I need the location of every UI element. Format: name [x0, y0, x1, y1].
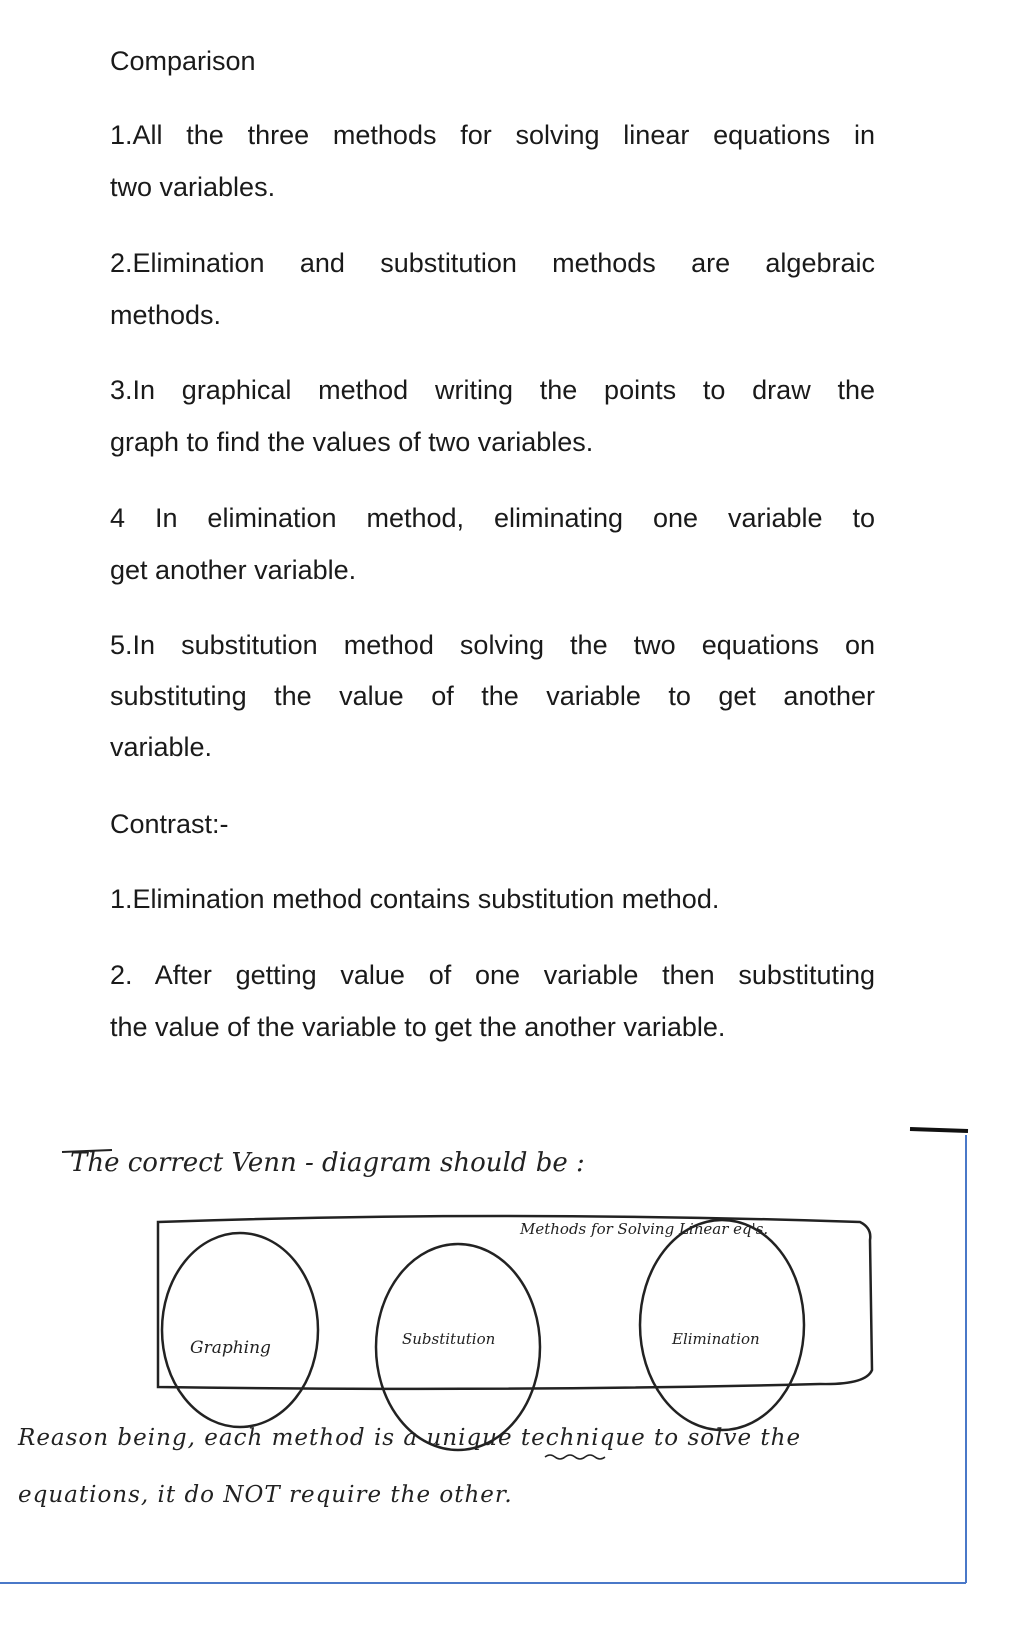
text-line: methods. — [110, 300, 222, 330]
text-line: 2.Elimination and substitution methods are algebraic — [110, 248, 875, 278]
set-label-elimination: Elimination — [672, 1330, 760, 1348]
top-rule — [910, 1129, 968, 1131]
text-line: 4 In elimination method, eliminating one variable to — [110, 503, 875, 533]
text-line: get another variable. — [110, 555, 357, 585]
text-line: graph to find the values of two variables. — [110, 427, 594, 457]
venn-title: The correct Venn - diagram should be : — [70, 1148, 585, 1178]
reason-line-2: equations, it do NOT require the other. — [18, 1482, 513, 1508]
text-line: substituting the value of the variable to get another — [110, 681, 875, 711]
text-line: 1.Elimination method contains substitution method. — [110, 884, 720, 914]
set-label-substitution: Substitution — [402, 1330, 496, 1348]
contrast-heading: Contrast:- — [110, 809, 229, 839]
text-line: 2. After getting value of one variable then substituting — [110, 960, 875, 990]
text-line: two variables. — [110, 172, 276, 202]
universe-label: Methods for Solving Linear eq's. — [520, 1220, 769, 1238]
universe-rectangle — [158, 1216, 872, 1389]
set-label-graphing: Graphing — [190, 1338, 271, 1358]
elimination-circle — [640, 1220, 804, 1430]
text-line: 5.In substitution method solving the two equations on — [110, 630, 875, 660]
unique-underline — [545, 1455, 605, 1459]
reason-line-1: Reason being, each method is a unique technique to solve the — [18, 1425, 802, 1451]
graphing-circle — [162, 1233, 318, 1427]
text-line: 1.All the three methods for solving linear equations in — [110, 120, 875, 150]
text-line: the value of the variable to get the another variable. — [110, 1012, 726, 1042]
text-line: variable. — [110, 732, 213, 762]
comparison-heading: Comparison — [110, 46, 256, 76]
text-line: 3.In graphical method writing the points to draw the — [110, 375, 875, 405]
